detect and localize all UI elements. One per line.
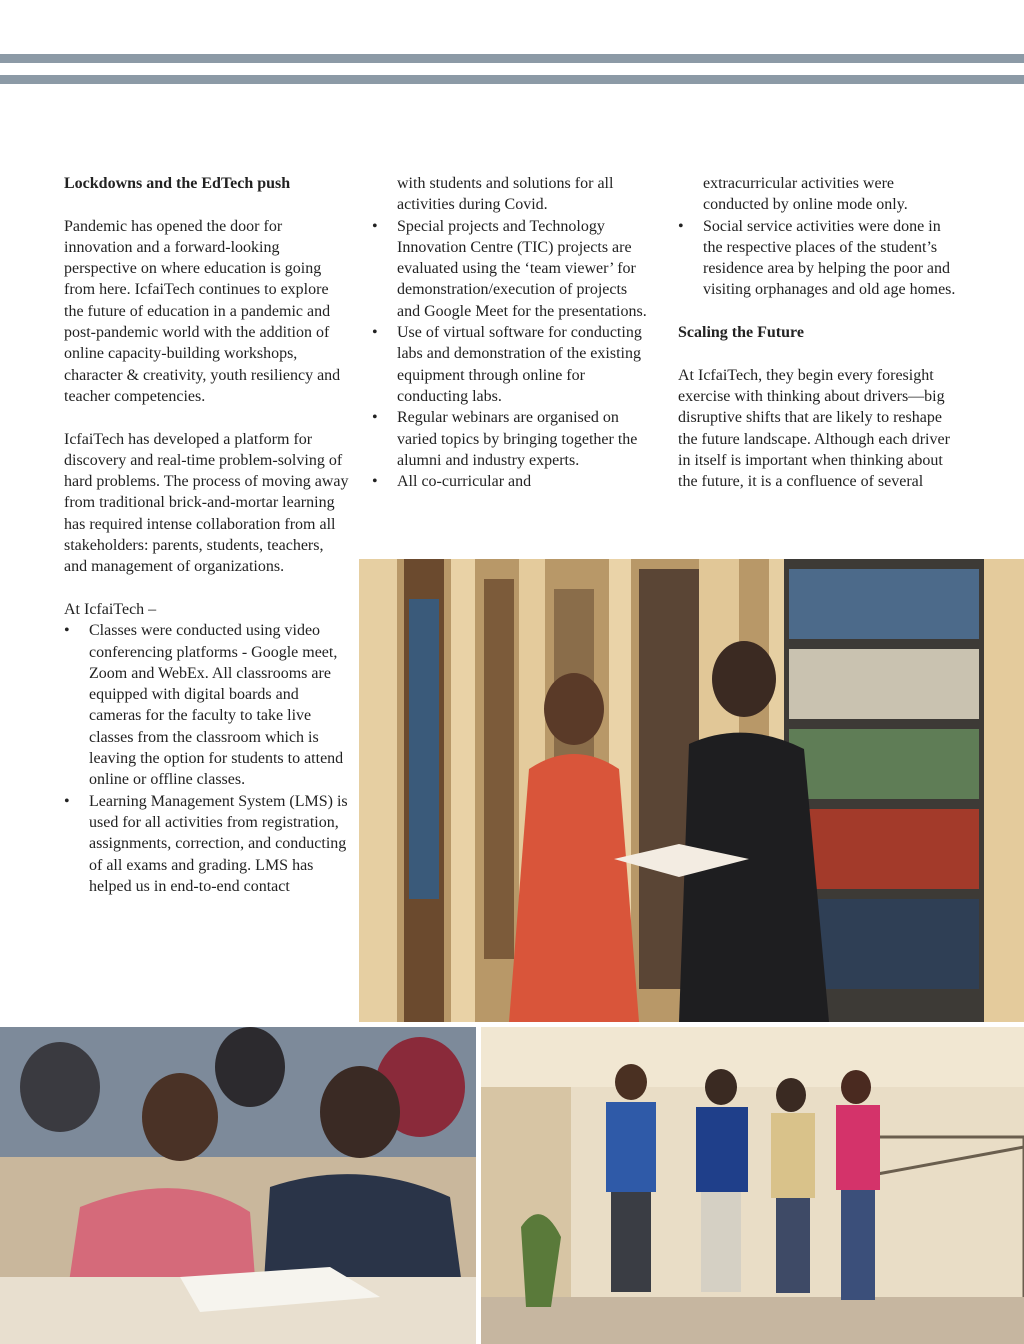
list-item: • Classes were conducted using video conferencing platforms - Google meet, Zoom and WebEx. All classrooms are equipped with digital boards and cameras for the faculty to take live classes from the classroom which is leaving the option for students to attend online or offline classes. bbox=[64, 622, 344, 789]
bullet-list-col1 bbox=[64, 620, 350, 897]
bullet-list-col3 bbox=[678, 216, 958, 301]
list-item: • All co-curricular and bbox=[372, 471, 654, 492]
bullet-icon: • bbox=[372, 324, 378, 342]
paragraph-platform: IcfaiTech has developed a platform for discovery and real-time problem-solving of hard problems. The process of moving away from traditional brick-and-mortar learning has required intense collaboration from all stakeholders: parents, students, teachers, and management of organizations. bbox=[64, 430, 349, 576]
bullet-icon: • bbox=[372, 473, 378, 491]
bullet-icon: • bbox=[678, 217, 684, 235]
header-stripe-top bbox=[0, 54, 1024, 63]
section-heading-scaling: Scaling the Future bbox=[678, 324, 804, 342]
list-item: • Special projects and Technology Innovation Centre (TIC) projects are evaluated using the ‘team viewer’ for demonstration/execution of projects and Google Meet for the presentations. bbox=[372, 217, 647, 320]
bullet-icon: • bbox=[64, 622, 70, 640]
students-corridor-photo bbox=[481, 1027, 1024, 1344]
paragraph-at-icfaitech: At IcfaiTech – bbox=[64, 600, 157, 618]
list-item: • Use of virtual software for conducting labs and demonstration of the existing equipment through online for conducting labs. bbox=[372, 324, 642, 405]
header-stripe-bottom bbox=[0, 75, 1024, 84]
bullet-continuation: with students and solutions for all activities during Covid. bbox=[397, 175, 614, 214]
bullet-icon: • bbox=[372, 409, 378, 427]
bullet-icon: • bbox=[64, 792, 70, 810]
bullet-continuation: extracurricular activities were conducted by online mode only. bbox=[703, 175, 908, 214]
list-item: • Learning Management System (LMS) is used for all activities from registration, assignments, correction, and conducting of all exams and grading. LMS has helped us in end-to-end contact bbox=[64, 792, 348, 895]
bullet-icon: • bbox=[372, 217, 378, 235]
text-column-1 bbox=[64, 173, 350, 897]
list-item: • Social service activities were done in the respective places of the student’s residence area by helping the poor and visiting orphanages and old age homes. bbox=[678, 217, 956, 299]
paragraph-foresight: At IcfaiTech, they begin every foresight exercise with thinking about drivers—big disruptive shifts that are likely to reshape the future landscape. Although each driver in itself is important when thinking about the future, it is a confluence of several bbox=[678, 366, 950, 491]
text-column-3 bbox=[678, 173, 958, 492]
text-column-2 bbox=[372, 173, 654, 492]
bullet-list-col2 bbox=[372, 216, 654, 493]
section-heading-lockdowns: Lockdowns and the EdTech push bbox=[64, 175, 291, 192]
paragraph-pandemic: Pandemic has opened the door for innovation and a forward-looking perspective on where education is going from here. IcfaiTech continues to explore the future of education in a pandemic and post-pandemic world with the addition of online capacity-building workshops, character & creativity, youth resiliency and teacher competencies. bbox=[64, 217, 341, 405]
students-studying-photo bbox=[0, 1027, 476, 1344]
list-item: • Regular webinars are organised on varied topics by bringing together the alumni and industry experts. bbox=[372, 409, 638, 469]
library-photo bbox=[359, 559, 1024, 1022]
